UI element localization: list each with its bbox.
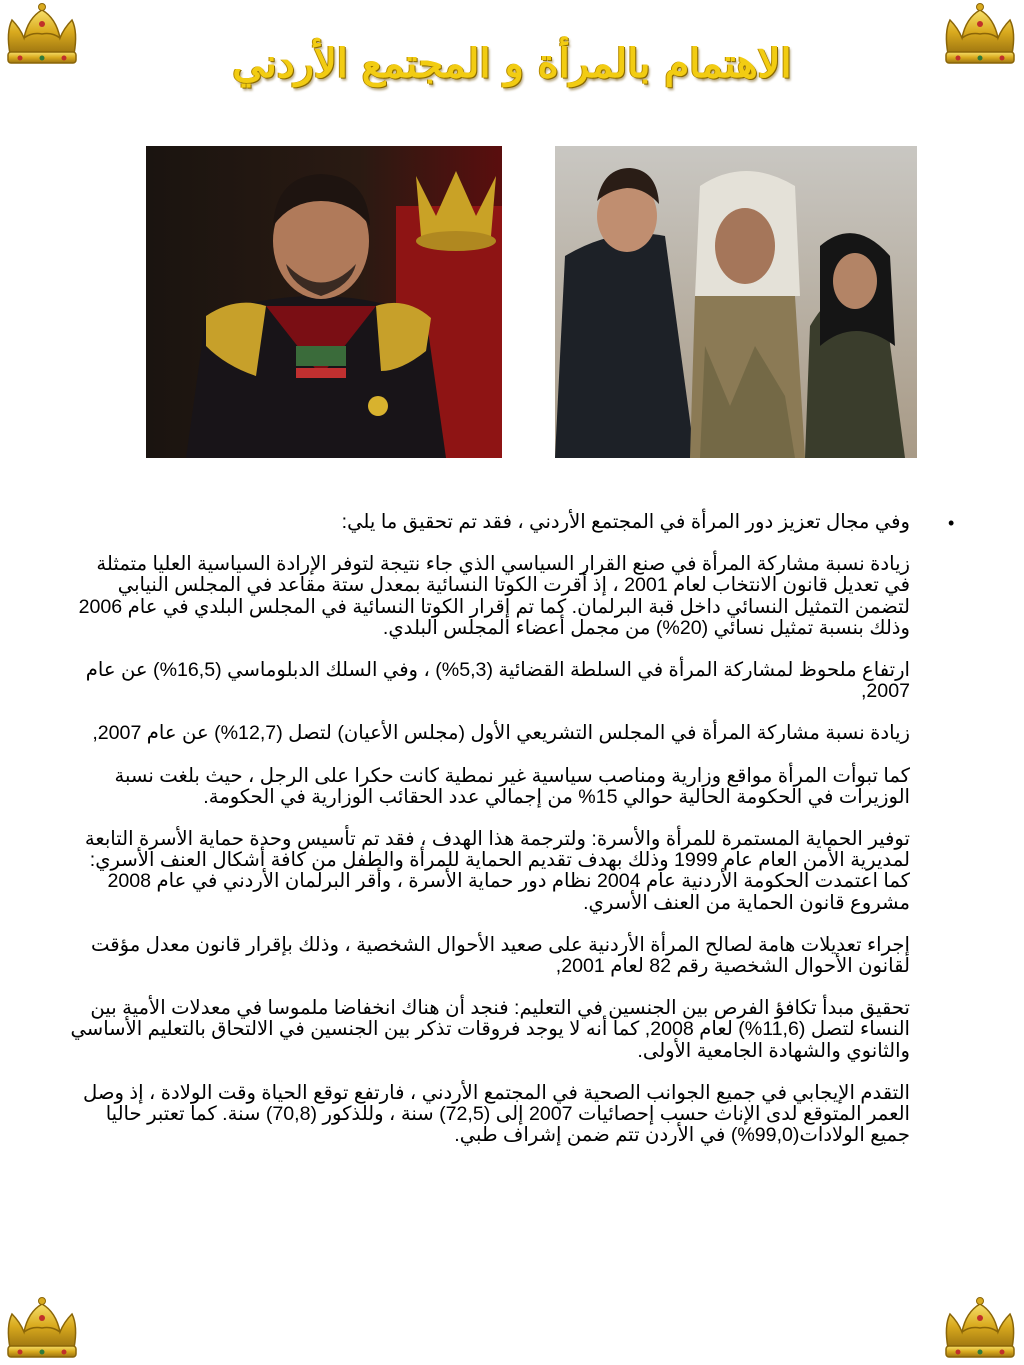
bullet-icon: • [948, 513, 955, 533]
paragraph-senate: زيادة نسبة مشاركة المرأة في المجلس التشريعي الأول (مجلس الأعيان) لتصل (12,7%) عن عام 2007, [92, 722, 910, 745]
crown-icon [940, 2, 1020, 70]
paragraph-education: تحقيق مبدأ تكافؤ الفرص بين الجنسين في التعليم: فنجد أن هناك انخفاضا ملموسا في معدلات الأمية بين النساء لتصل (11,6%) لعام 2008, كما أنه لا يوجد فروقات تذكر بين الجنسين في الالتحاق بالتعليم الأساسي والثانوي والشهادة الجامعية الأولى. [70, 997, 910, 1062]
crown-icon [940, 1296, 1020, 1364]
king-with-elderly-man-and-woman-photo [555, 146, 917, 458]
paragraph-political-participation: زيادة نسبة مشاركة المرأة في صنع القرار السياسي الذي جاء نتيجة لتوفر الإرادة السياسية العليا متمثلة في تعديل قانون الانتخاب لعام 2001 ، إذ أقرت الكوتا النسائية بمعدل ستة مقاعد في المجلس النيابي لتضمن التمثيل النسائي داخل قبة البرلمان. كما تم إقرار الكوتا النسائية في المجلس البلدي في عام 2006 وذلك بنسبة تمثيل نسائي (20%) من مجمل أعضاء المجلس البلدي. [78, 553, 910, 639]
paragraph-judiciary: ارتفاع ملحوظ لمشاركة المرأة في السلطة القضائية (5,3%) ، وفي السلك الدبلوماسي (16,5%) عن عام 2007, [85, 659, 910, 703]
paragraph-family-protection: توفير الحماية المستمرة للمرأة والأسرة: ولترجمة هذا الهدف ، فقد تم تأسيس وحدة حماية الأسرة التابعة لمديرية الأمن العام عام 1999 وذلك بهدف تقديم الحماية للمرأة والطفل من كافة أشكال العنف الأسري: كما اعتمدت الحكومة الأردنية عام 2004 نظام دور حماية الأسرة ، وأقر البرلمان الأردني في عام 2008 مشروع قانون الحماية من العنف الأسري. [84, 828, 910, 914]
paragraph-ministers: كما تبوأت المرأة مواقع وزارية ومناصب سياسية غير نمطية كانت حكرا على الرجل ، حيث بلغت نسبة الوزيرات في الحكومة الحالية حوالي 15% من إجمالي عدد الحقائب الوزارية في الحكومة. [114, 764, 910, 808]
king-in-royal-uniform-photo [146, 146, 502, 458]
paragraph-health: التقدم الإيجابي في جميع الجوانب الصحية في المجتمع الأردني ، فارتفع توقع الحياة وقت الولادة ، إذ وصل العمر المتوقع لدى الإناث حسب إحصائيات 2007 إلى (72,5) سنة ، وللذكور (70,8) سنة. كما تعتبر حاليا جميع الولادات(99,0%) في الأردن تتم ضمن إشراف طبي. [83, 1081, 910, 1147]
intro-paragraph: وفي مجال تعزيز دور المرأة في المجتمع الأردني ، فقد تم تحقيق ما يلي: [341, 511, 910, 533]
article-body [68, 512, 910, 1167]
crown-icon [2, 2, 82, 70]
page-title: الاهتمام بالمرأة و المجتمع الأردني [232, 40, 792, 87]
paragraph-personal-status: إجراء تعديلات هامة لصالح المرأة الأردنية على صعيد الأحوال الشخصية ، وذلك بإقرار قانون معدل مؤقت لقانون الأحوال الشخصية رقم 82 لعام 2001, [90, 933, 910, 978]
crown-icon [2, 1296, 82, 1364]
